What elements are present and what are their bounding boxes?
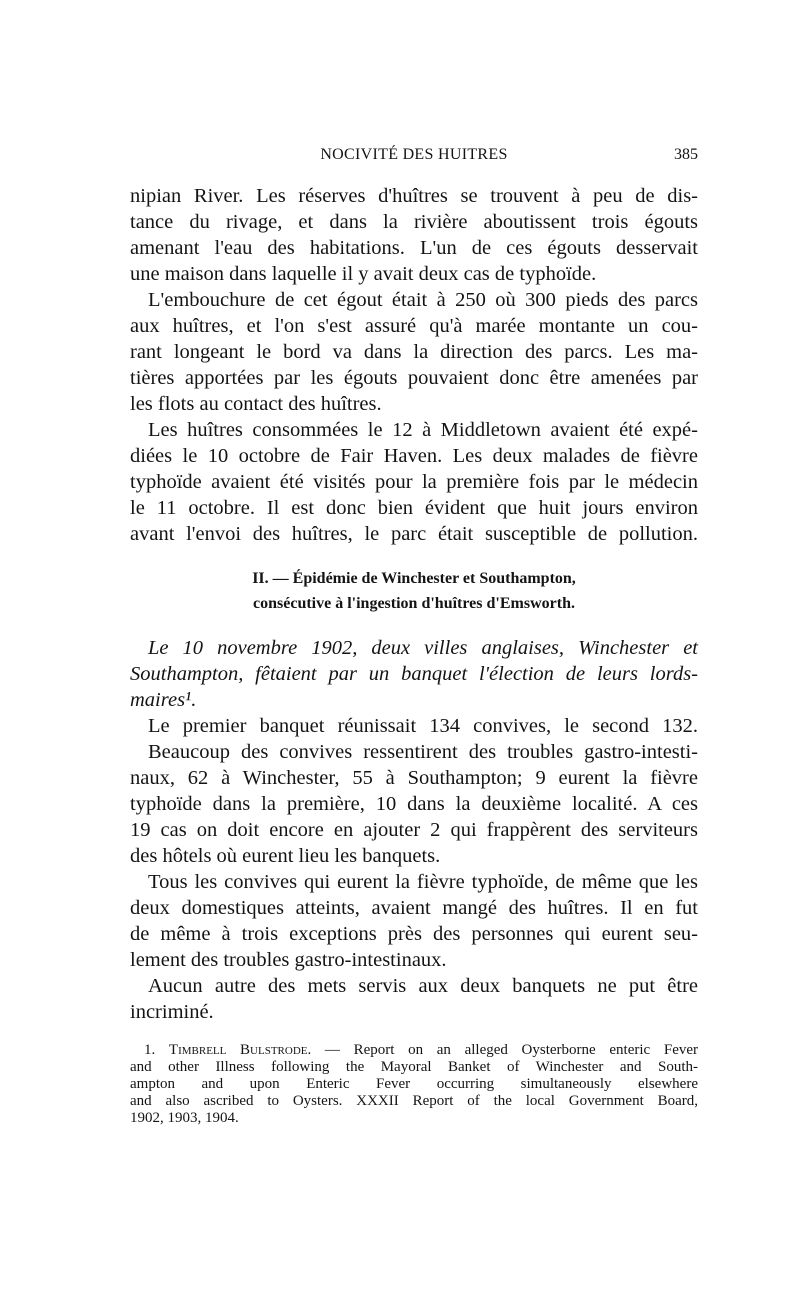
paragraph-6 — [130, 739, 698, 869]
text-line: naux, 62 à Winchester, 55 à Southampton; 9 eurent la fièvre — [130, 767, 698, 789]
text-line: lement des troubles gastro-intestinaux. — [130, 949, 447, 971]
footnote-line: 1902, 1903, 1904. — [130, 1110, 239, 1126]
paragraph-8 — [130, 973, 698, 1025]
text-line: Les huîtres consommées le 12 à Middletown avaient été expé- — [148, 419, 698, 441]
text-line: deux domestiques atteints, avaient mangé des huîtres. Il en fut — [130, 897, 698, 919]
section-heading — [130, 566, 698, 616]
text-line: tance du rivage, et dans la rivière aboutissent trois égouts — [130, 211, 698, 233]
footnote-line: and also ascribed to Oysters. XXXII Report of the local Government Board, — [130, 1093, 698, 1109]
running-title: NOCIVITÉ DES HUITRES — [320, 146, 508, 163]
text-line: le 11 octobre. Il est donc bien évident que huit jours environ — [130, 497, 698, 519]
text-line: Tous les convives qui eurent la fièvre typhoïde, de même que les — [148, 871, 698, 893]
text-line: Southampton, fêtaient par un banquet l'élection de leurs lords- — [130, 663, 698, 685]
paragraph-7 — [130, 869, 698, 973]
text-line: des hôtels où eurent lieu les banquets. — [130, 845, 441, 867]
text-line: avant l'envoi des huîtres, le parc était susceptible de pollution. — [130, 523, 698, 545]
paragraph-2 — [130, 287, 698, 417]
footnote-text: — Report on an alleged Oysterborne enteric Fever — [324, 1042, 698, 1058]
text-line: nipian River. Les réserves d'huîtres se trouvent à peu de dis- — [130, 185, 698, 207]
text-line: 19 cas on doit encore en ajouter 2 qui frappèrent des serviteurs — [130, 819, 698, 841]
footnote-line — [130, 1042, 698, 1059]
text-line: de même à trois exceptions près des personnes qui eurent seu- — [130, 923, 698, 945]
footnote — [130, 1042, 698, 1127]
text-line: Le 10 novembre 1902, deux villes anglaises, Winchester et — [148, 637, 698, 659]
text-line: Le premier banquet réunissait 134 convives, le second 132. — [148, 715, 698, 737]
footnote-marker: 1. — [144, 1042, 156, 1058]
text-line: typhoïde avaient été visités pour la première fois par le médecin — [130, 471, 698, 493]
paragraph-5 — [130, 713, 698, 739]
text-line: Beaucoup des convives ressentirent des troubles gastro-intesti- — [148, 741, 698, 763]
text-line: une maison dans laquelle il y avait deux cas de typhoïde. — [130, 263, 597, 285]
paragraph-1 — [130, 183, 698, 287]
paragraph-4 — [130, 635, 698, 713]
text-line: L'embouchure de cet égout était à 250 où 300 pieds des parcs — [148, 289, 698, 311]
footnote-author: Timbrell Bulstrode. — [168, 1042, 312, 1058]
text-line: tières apportées par les égouts pouvaient donc être amenées par — [130, 367, 698, 389]
paragraph-3 — [130, 417, 698, 547]
text-line: maires¹. — [130, 689, 197, 711]
text-line: Aucun autre des mets servis aux deux banquets ne put être — [148, 975, 698, 997]
text-line: rant longeant le bord va dans la direction des parcs. Les ma- — [130, 341, 698, 363]
page-number: 385 — [674, 146, 698, 163]
footnote-line: and other Illness following the Mayoral Banket of Winchester and South- — [130, 1059, 698, 1075]
running-header — [130, 146, 698, 170]
footnote-line: ampton and upon Enteric Fever occurring simultaneously elsewhere — [130, 1076, 698, 1092]
text-line: diées le 10 octobre de Fair Haven. Les deux malades de fièvre — [130, 445, 698, 467]
text-line: aux huîtres, et l'on s'est assuré qu'à marée montante un cou- — [130, 315, 698, 337]
section-heading-line-2: consécutive à l'ingestion d'huîtres d'Emsworth. — [253, 595, 575, 612]
text-line: les flots au contact des huîtres. — [130, 393, 382, 415]
text-line: typhoïde dans la première, 10 dans la deuxième localité. A ces — [130, 793, 698, 815]
text-line: amenant l'eau des habitations. L'un de ces égouts desservait — [130, 237, 698, 259]
section-heading-line-1: II. — Épidémie de Winchester et Southampton, — [252, 570, 576, 587]
text-line: incriminé. — [130, 1001, 214, 1023]
